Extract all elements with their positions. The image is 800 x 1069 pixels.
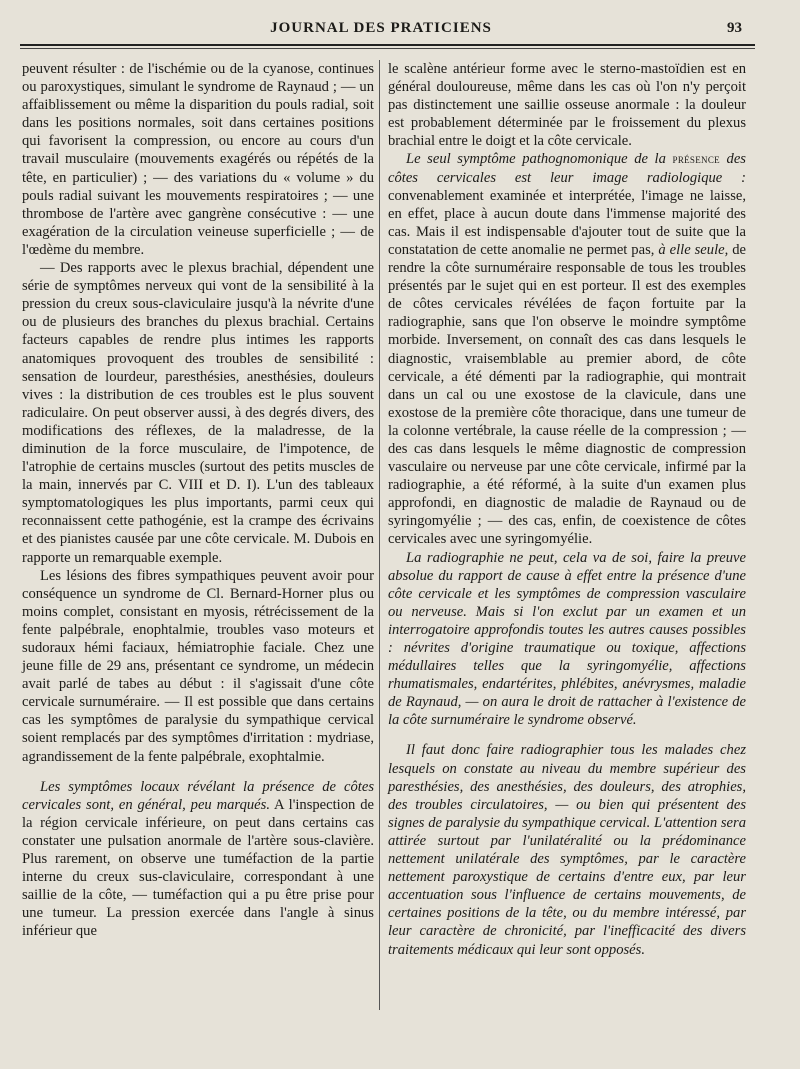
left-column: [22, 60, 374, 941]
header-rule-thin: [20, 48, 755, 49]
local-symptoms-lead: Les symptômes locaux révélant la présence de côtes cervicales sont, en général, peu marqués.: [22, 778, 374, 813]
presence-smallcaps: présence: [672, 151, 720, 167]
local-symptoms-text: A l'inspection de la région cervicale inférieure, on peut dans certains cas constater une pulsation anormale de l'artère sous-clavière. Plus rarement, on observe une tuméfaction de la partie interne du creux sus-claviculaire, correspondant à une saillie de la côte, — tuméfaction qui a pu être prise pour une tumeur. La pression exercée dans l'angle à sinus inférieur que: [22, 796, 374, 940]
paragraph-nervous-symptoms: — Des rapports avec le plexus brachial, dépendent une série de symptômes nerveux qui vont de la sensibilité à la pression du creux sous-claviculaire jusqu'à la névrite d'une ou de plusieurs des branches du plexus brachial. Certains facteurs capables de rendre plus intimes les rapports anatomiques provoquent des troubles de sensibilité : sensation de lourdeur, paresthésies, anesthésies, douleurs vives : la distribution de ces troubles est le plus souvent radiculaire. On peut observer aussi, à des degrés divers, des modifications des réflexes, de la maladresse, de la diminution de la force musculaire, de l'impotence, de l'atrophie de certains muscles (surtout des petits muscles de la main, innervés par C. VIII et D. I). L'un des tableaux symptomatologiques les plus importants, parmi ceux qui reconnaissent cette pathogénie, est la crampe des écrivains et des pianistes causée par une côte cervicale. M. Dubois en rapporte un remarquable exemple.: [22, 260, 374, 566]
paragraph-radiologic-sign: [388, 150, 746, 548]
paragraph-local-symptoms: [22, 778, 374, 941]
paragraph-causal-proof: La radiographie ne peut, cela va de soi, faire la preuve absolue du rapport de cause à effet entre la présence d'une côte cervicale et les symptômes de compression vasculaire ou nerveuse. Mais si l'on exclut par un examen et un interrogatoire approfondis toutes les autres causes possibles : névrites d'origine traumatique ou toxique, affections médullaires telles que la syringomyélie, affections rhumatismales, endartérites, phlébites, anévrysmes, maladie de Raynaud, — on aura le droit de rattacher à l'existence de la côte surnuméraire le syndrome observé.: [388, 549, 746, 729]
paragraph-scalene-pressure: le scalène antérieur forme avec le sterno-mastoïdien est en général douloureuse, même dans les cas où l'on n'y perçoit pas distinctement une saillie osseuse anormale : la douleur est probablement déterminée par le froissement du plexus brachial entre le doigt et la côte cervicale.: [388, 61, 746, 150]
right-column: [388, 60, 746, 959]
radiologic-lead-1: Le seul symptôme pathognomonique de la: [406, 151, 666, 168]
journal-title: JOURNAL DES PRATICIENS: [270, 20, 492, 36]
page-number: 93: [727, 20, 742, 36]
page-header: [20, 20, 742, 42]
paragraph-conclusion: Il faut donc faire radiographier tous les malades chez lesquels on constate au niveau du membre supérieur des paresthésies, des anesthésies, des douleurs, des atrophies, des troubles circulatoires, — ou bien qui présentent des signes de paralysie du sympathique cervical. L'attention sera attirée surtout par l'unilatéralité ou la prédominance nettement unilatérale des symptômes, par le caractère nettement paroxystique de certains d'entre eux, par leur accentuation sous l'influence de certains mouvements, de certaines positions de la tête, ou du membre intéressé, par leur caractère de chronicité, par l'inefficacité des divers traitements médicaux qui leur sont opposés.: [388, 742, 746, 958]
radiologic-text-2: de rendre la côte surnuméraire responsable de tous les troubles présentés par le sujet qui en est porteur. Il est des exemples de côtes cervicales révélées de façon fortuite par la radiographie, sans que l'on observe le moindre symptôme morbide. Inversement, on connaît des cas dans lesquels le diagnostic, vraisemblable au premier abord, de côte cervicale, a été démenti par la radiographie, qui montrait dans un cal ou une exostose de la clavicule, dans une exostose de la première côte thoracique, dans une tumeur de la colonne vertébrale, la cause réelle de la compression ; — des cas dans lesquels le même diagnostic de compression vasculaire ou nerveuse par une côte cervicale, infirmé par la radiographie, a été réformé, à la suite d'un examen plus approfondi, en diagnostic de maladie de Raynaud ou de syringomyélie ; — des cas, enfin, de coexistence de côtes cervicales avec une syringomyélie.: [388, 241, 746, 548]
radiologic-text-1: convenablement examinée et interprétée, l'image ne laisse, en effet, place à aucun doute dans l'immense majorité des cas. Mais il est indispensable d'ajouter tout de suite que la constatation de cette anomalie ne permet pas,: [388, 187, 746, 258]
paragraph-sympathetic-lesions: Les lésions des fibres sympathiques peuvent avoir pour conséquence un syndrome de Cl. Bernard-Horner plus ou moins complet, consistant en myosis, rétrécissement de la fente palpébrale, enophtalmie, troubles vaso moteurs et sudoraux hémi faciaux, hémiatrophie faciale. Chez une jeune fille de 29 ans, présentant ce syndrome, un médecin avait parlé de tabes au début : il s'agissait d'une côte cervicale surnuméraire. — Il est possible que dans certains cas les symptômes de paralysie du sympathique cervical soient remplacés par des symptômes d'irritation : mydriase, agrandissement de la fente palpébrale, exophtalmie.: [22, 567, 374, 765]
radiologic-lead-2: des côtes cervicales est leur image radiologique :: [388, 151, 746, 186]
column-separator: [379, 60, 380, 1010]
header-rule: [20, 44, 755, 46]
paragraph-vascular-symptoms: peuvent résulter : de l'ischémie ou de la cyanose, continues ou paroxystiques, simulant le syndrome de Raynaud ; — un affaiblissement ou même la disparition du pouls radial, soit dans les positions normales, soit dans certaines positions qui favorisent la compression, ou encore au cours d'un travail musculaire (mouvements exagérés ou répétés de la tête, en particulier) ; — des variations du « volume » du pouls radial suivant les mouvements respiratoires ; — une thrombose de l'artère avec gangrène consécutive : — une exagération de la circulation veineuse superficielle ; — de l'œdème du membre.: [22, 61, 374, 258]
radiologic-italic-phrase: à elle seule,: [658, 241, 729, 258]
